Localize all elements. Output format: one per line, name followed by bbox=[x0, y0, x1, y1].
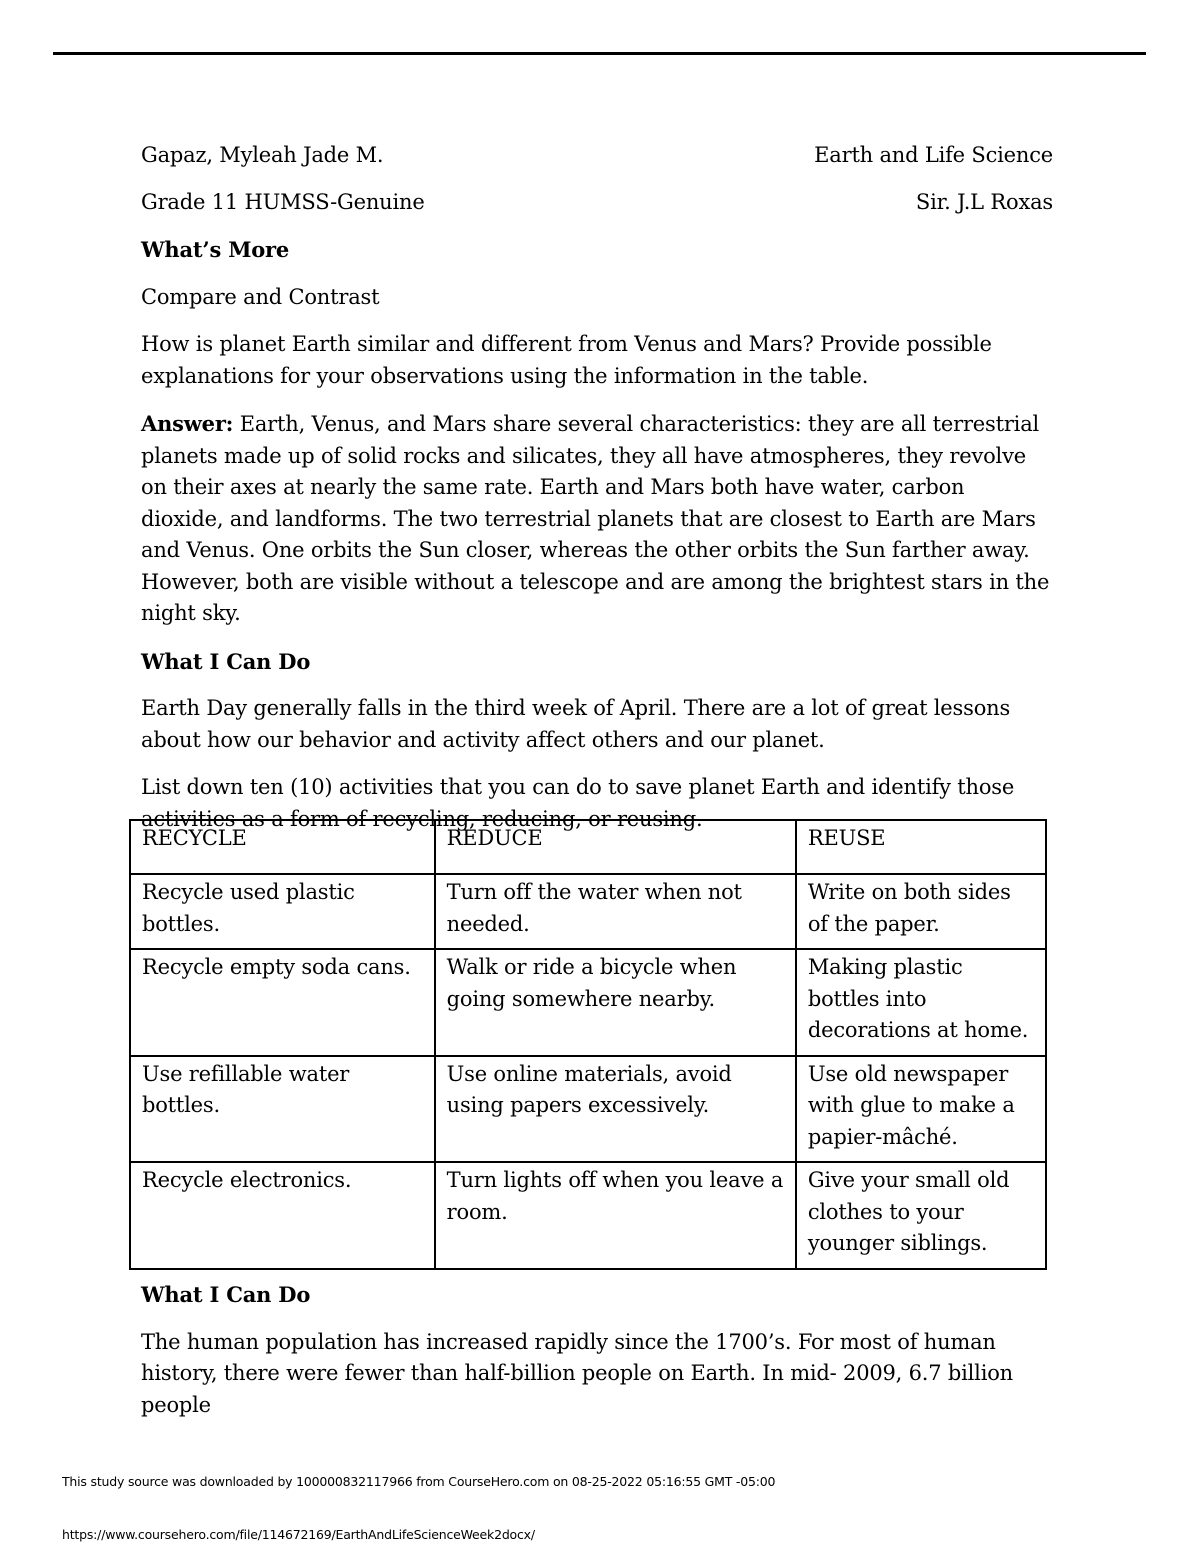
source-note: This study source was downloaded by 100000832117966 from CourseHero.com on 08-25-2022 05:16:55 GMT -05:00 bbox=[62, 1474, 776, 1489]
header-row-1 bbox=[141, 140, 1053, 171]
second-section bbox=[141, 1279, 1053, 1437]
table-cell: Use refillable water bottles. bbox=[130, 1056, 435, 1163]
table-row bbox=[130, 1056, 1046, 1163]
top-rule bbox=[53, 52, 1146, 55]
header-cell-reduce: REDUCE bbox=[435, 820, 796, 874]
table-cell: Walk or ride a bicycle when going somewhere nearby. bbox=[435, 949, 796, 1056]
table-cell: Use old newspaper with glue to make a papier-mâché. bbox=[796, 1056, 1046, 1163]
instruction-paragraph: List down ten (10) activities that you can do to save planet Earth and identify those activities as a form of recycling, reducing, or reusing. bbox=[141, 775, 1015, 831]
student-name: Gapaz, Myleah Jade M. bbox=[141, 143, 384, 167]
answer-label: Answer: bbox=[141, 411, 234, 436]
table-row bbox=[130, 1162, 1046, 1269]
table-row bbox=[130, 949, 1046, 1056]
table-cell: Recycle used plastic bottles. bbox=[130, 874, 435, 949]
whats-more-heading: What’s More bbox=[141, 237, 290, 262]
table-cell: Making plastic bottles into decorations at home. bbox=[796, 949, 1046, 1056]
table-cell: Recycle electronics. bbox=[130, 1162, 435, 1269]
earth-day-paragraph: Earth Day generally falls in the third week of April. There are a lot of great lessons about how our behavior and activity affect others and our planet. bbox=[141, 696, 1011, 752]
table-cell: Turn lights off when you leave a room. bbox=[435, 1162, 796, 1269]
header-cell-reuse: REUSE bbox=[796, 820, 1046, 874]
what-i-can-do-heading: What I Can Do bbox=[141, 648, 311, 674]
table-cell: Use online materials, avoid using papers excessively. bbox=[435, 1056, 796, 1163]
activities-table bbox=[129, 819, 1047, 1270]
header-row-2 bbox=[141, 187, 1053, 218]
table-row bbox=[130, 874, 1046, 949]
grade-section: Grade 11 HUMSS-Genuine bbox=[141, 190, 425, 214]
question-text: How is planet Earth similar and different from Venus and Mars? Provide possible explanations for your observations using the information in the table. bbox=[141, 332, 992, 388]
table-cell: Give your small old clothes to your younger siblings. bbox=[796, 1162, 1046, 1269]
what-i-can-do-heading-2: What I Can Do bbox=[141, 1282, 311, 1307]
population-paragraph: The human population has increased rapidly since the 1700’s. For most of human history, there were fewer than half-billion people on Earth. In mid- 2009, 6.7 billion people bbox=[141, 1329, 1013, 1417]
table-cell: Turn off the water when not needed. bbox=[435, 874, 796, 949]
document-body bbox=[141, 140, 1053, 851]
table-header-row bbox=[130, 820, 1046, 874]
compare-contrast-subheading: Compare and Contrast bbox=[141, 284, 380, 309]
answer-text: Earth, Venus, and Mars share several characteristics: they are all terrestrial planets made up of solid rocks and silicates, they all have atmospheres, they revolve on their axes at nearly the same rate. Earth and Mars both have water, carbon dioxide, and landforms. The two terrestrial planets that are closest to Earth are Mars and Venus. One orbits the Sun closer, whereas the other orbits the Sun farther away. However, both are visible without a telescope and are among the brightest stars in the night sky. bbox=[141, 412, 1050, 625]
teacher: Sir. J.L Roxas bbox=[915, 190, 1053, 214]
source-url[interactable]: https://www.coursehero.com/file/114672169/EarthAndLifeScienceWeek2docx/ bbox=[62, 1527, 535, 1542]
table-cell: Write on both sides of the paper. bbox=[796, 874, 1046, 949]
header-cell-recycle: RECYCLE bbox=[130, 820, 435, 874]
subject: Earth and Life Science bbox=[814, 143, 1053, 167]
table-cell: Recycle empty soda cans. bbox=[130, 949, 435, 1056]
answer-paragraph bbox=[141, 408, 1053, 630]
